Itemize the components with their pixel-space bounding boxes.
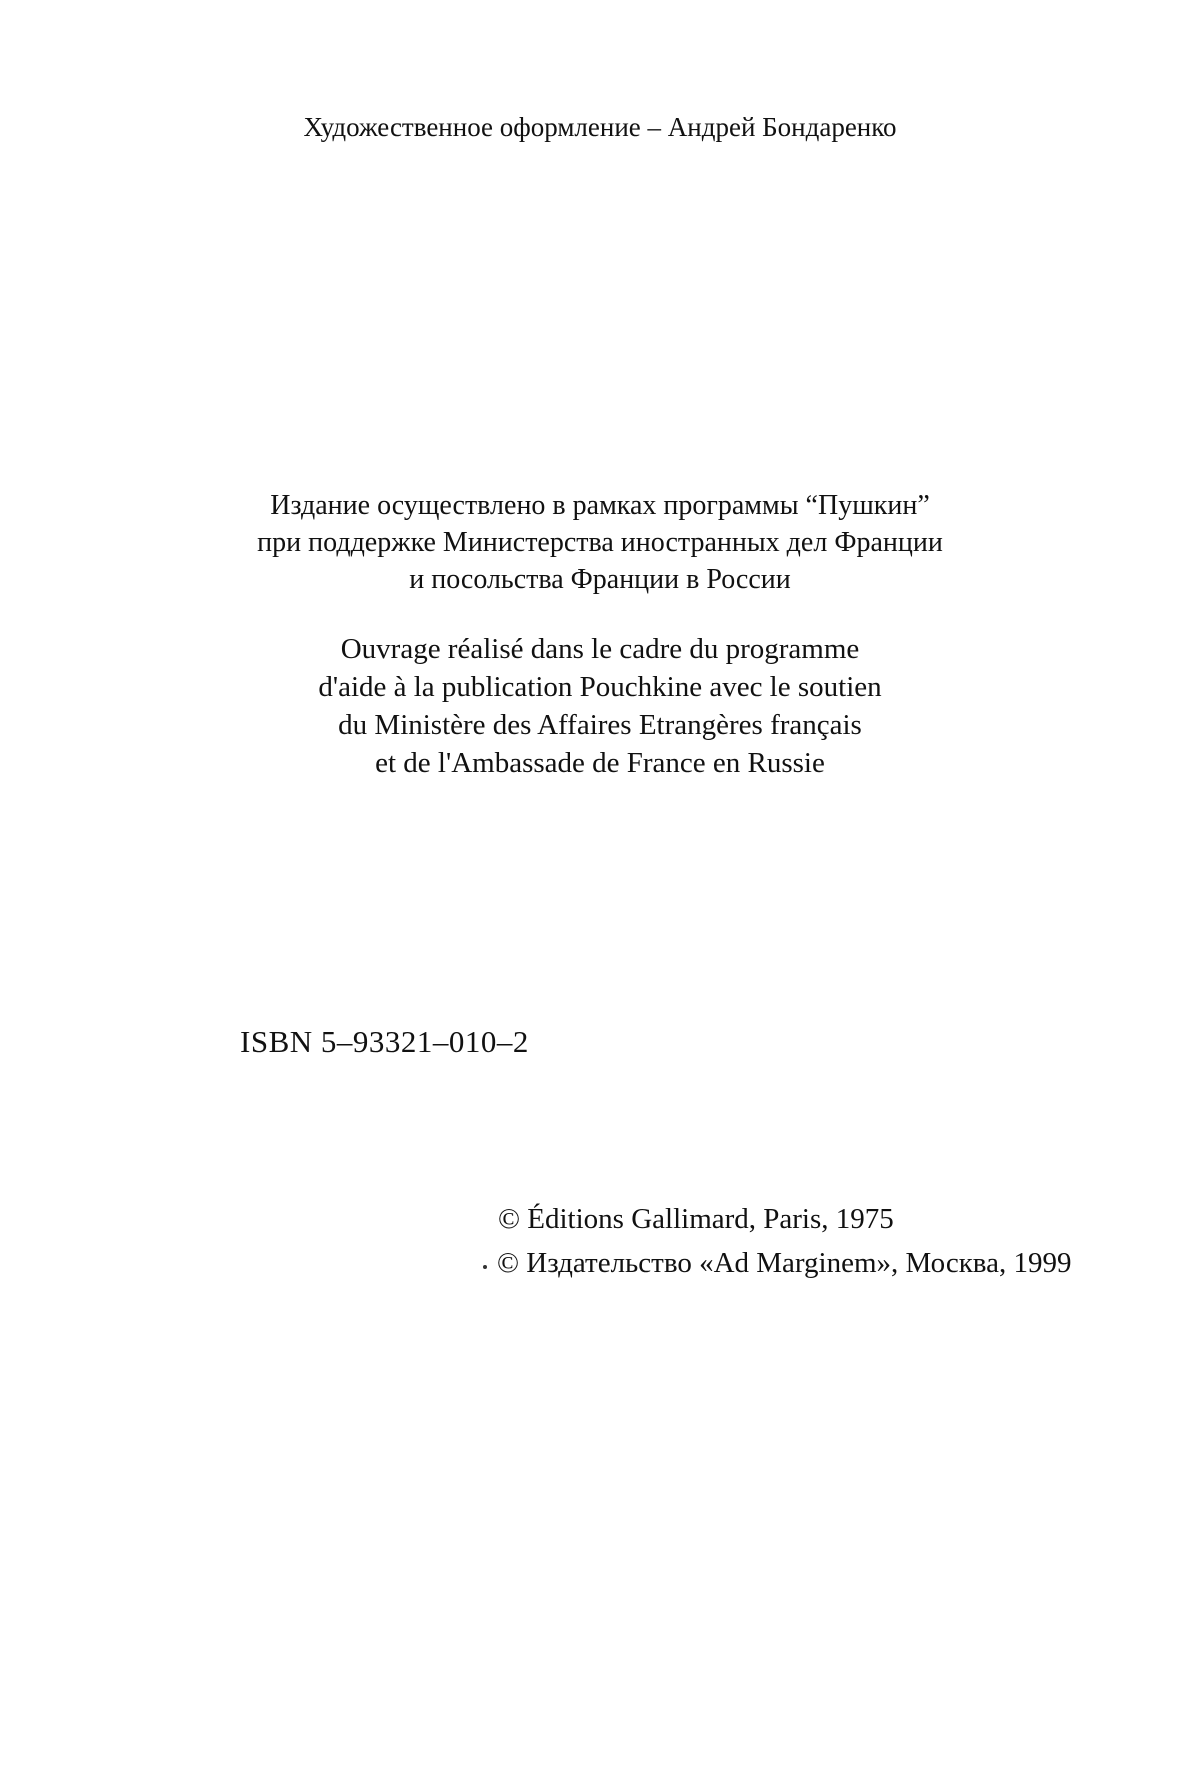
russian-publication-note — [0, 487, 1200, 598]
french-note-line: Ouvrage réalisé dans le cadre du programme — [340, 633, 860, 665]
copyright-gallimard: © Éditions Gallimard, Paris, 1975 — [498, 1203, 894, 1235]
french-note-line: et de l'Ambassade de France en Russie — [375, 747, 825, 779]
isbn: ISBN 5–93321–010–2 — [240, 1024, 529, 1059]
french-note-line: d'aide à la publication Pouchkine avec le soutien — [318, 671, 882, 703]
copyright-ad-marginem-text: © Издательство «Ad Marginem», Москва, 1999 — [497, 1247, 1072, 1279]
russian-note-line: при поддержке Министерства иностранных дел Франции — [257, 527, 943, 558]
design-credit: Художественное оформление – Андрей Бондаренко — [303, 112, 897, 142]
french-note-line: du Ministère des Affaires Etrangères français — [338, 709, 862, 741]
copyright-ad-marginem — [484, 1246, 1071, 1280]
french-publication-note — [0, 630, 1200, 782]
russian-note-line: и посольства Франции в России — [409, 564, 791, 595]
russian-note-line: Издание осуществлено в рамках программы “Пушкин” — [270, 490, 930, 521]
